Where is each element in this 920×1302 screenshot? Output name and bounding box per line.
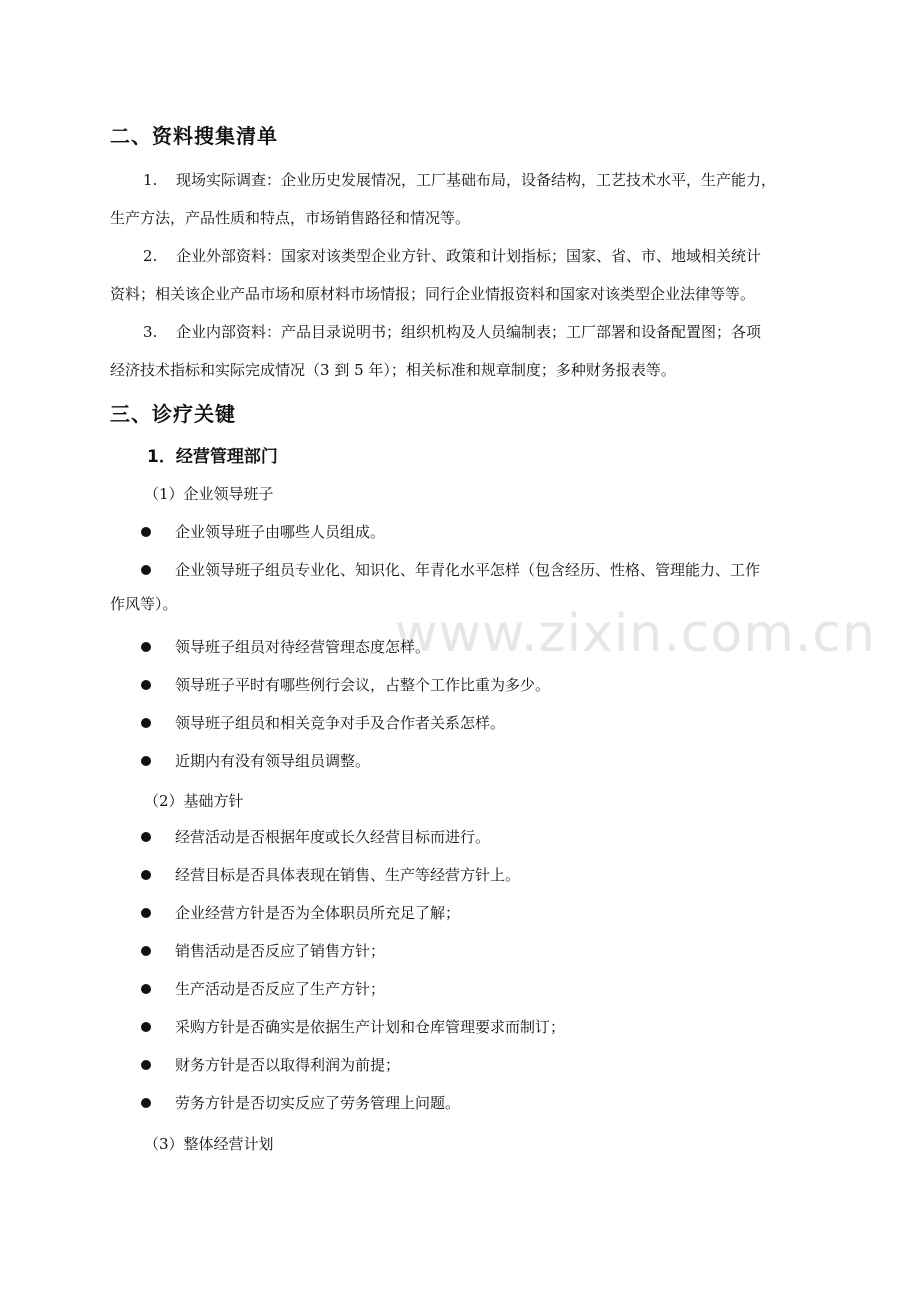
- list-item-3: [110, 313, 812, 389]
- list-item-text: 经营活动是否根据年度或长久经营目标而进行。: [175, 828, 491, 846]
- watermark: www.zixin.com.cn: [395, 604, 876, 664]
- list-item: [110, 1086, 812, 1120]
- list-item-text: 企业领导班子由哪些人员组成。: [175, 523, 386, 541]
- list-item: [110, 630, 812, 664]
- list-item: [110, 972, 812, 1006]
- list-item: [110, 1010, 812, 1044]
- list-item-text: 销售活动是否反应了销售方针；: [175, 942, 386, 960]
- list-item-2: [110, 237, 812, 313]
- group-3-title: （3）整体经营计划: [144, 1135, 274, 1153]
- list-item-text: 财务方针是否以取得利润为前提；: [175, 1056, 401, 1074]
- bullet-icon: [141, 870, 151, 880]
- group-1-title: （1）企业领导班子: [144, 485, 274, 503]
- list-item-text: 近期内有没有领导组员调整。: [175, 752, 371, 770]
- bullet-icon: [141, 565, 151, 575]
- list-text-line2: 生产方法，产品性质和特点，市场销售路径和情况等。: [110, 209, 471, 227]
- bullet-icon: [141, 642, 151, 652]
- list-item-text: 劳务方针是否切实反应了劳务管理上问题。: [175, 1094, 461, 1112]
- list-item-text: 领导班子平时有哪些例行会议，占整个工作比重为多少。: [175, 676, 551, 694]
- subsection-heading: 1．经营管理部门: [147, 447, 278, 467]
- list-text-line2: 资料；相关该企业产品市场和原材料市场情报；同行企业情报资料和国家对该类型企业法律等等。: [110, 285, 756, 303]
- list-item: [110, 668, 812, 702]
- bullet-icon: [141, 756, 151, 766]
- list-item-text-cont: 作风等）。: [110, 595, 178, 613]
- list-item-text: 采购方针是否确实是依据生产计划和仓库管理要求而制订；: [175, 1018, 566, 1036]
- bullet-icon: [141, 680, 151, 690]
- list-item: [110, 706, 812, 740]
- bullet-icon: [141, 832, 151, 842]
- bullet-icon: [141, 718, 151, 728]
- bullet-icon: [141, 984, 151, 994]
- list-item: [110, 858, 812, 892]
- bullet-icon: [141, 1022, 151, 1032]
- list-item-1: [110, 161, 812, 237]
- bullet-icon: [141, 946, 151, 956]
- list-text-line2: 经济技术指标和实际完成情况（3 到 5 年）；相关标准和规章制度；多种财务报表等。: [110, 361, 676, 379]
- list-item: [110, 744, 812, 778]
- list-item-text: 领导班子组员和相关竞争对手及合作者关系怎样。: [175, 714, 506, 732]
- list-item: [110, 896, 812, 930]
- list-item: [110, 934, 812, 968]
- list-item: [110, 515, 812, 549]
- list-item-text: 企业领导班子组员专业化、知识化、年青化水平怎样（包含经历、性格、管理能力、工作: [175, 561, 761, 579]
- list-text-line1: 企业外部资料：国家对该类型企业方针、政策和计划指标；国家、省、市、地域相关统计: [176, 247, 762, 265]
- section-2-heading: 二、资料搜集清单: [110, 124, 278, 148]
- list-number: 3.: [143, 323, 158, 341]
- list-item-text: 领导班子组员对待经营管理态度怎样。: [175, 638, 431, 656]
- list-text-line1: 现场实际调查：企业历史发展情况，工厂基础布局，设备结构，工艺技术水平，生产能力，: [176, 171, 777, 189]
- group-2-title: （2）基础方针: [144, 792, 244, 810]
- list-item-text: 企业经营方针是否为全体职员所充足了解；: [175, 904, 461, 922]
- bullet-icon: [141, 908, 151, 918]
- list-number: 2.: [143, 247, 158, 265]
- bullet-icon: [141, 1060, 151, 1070]
- list-text-line1: 企业内部资料：产品目录说明书；组织机构及人员编制表；工厂部署和设备配置图；各项: [176, 323, 762, 341]
- list-item: [110, 1048, 812, 1082]
- list-item: [110, 820, 812, 854]
- bullet-icon: [141, 527, 151, 537]
- section-3-heading: 三、诊疗关键: [110, 402, 236, 426]
- list-item: [110, 553, 812, 621]
- list-item-text: 生产活动是否反应了生产方针；: [175, 980, 386, 998]
- list-number: 1.: [143, 171, 158, 189]
- bullet-icon: [141, 1098, 151, 1108]
- list-item-text: 经营目标是否具体表现在销售、生产等经营方针上。: [175, 866, 521, 884]
